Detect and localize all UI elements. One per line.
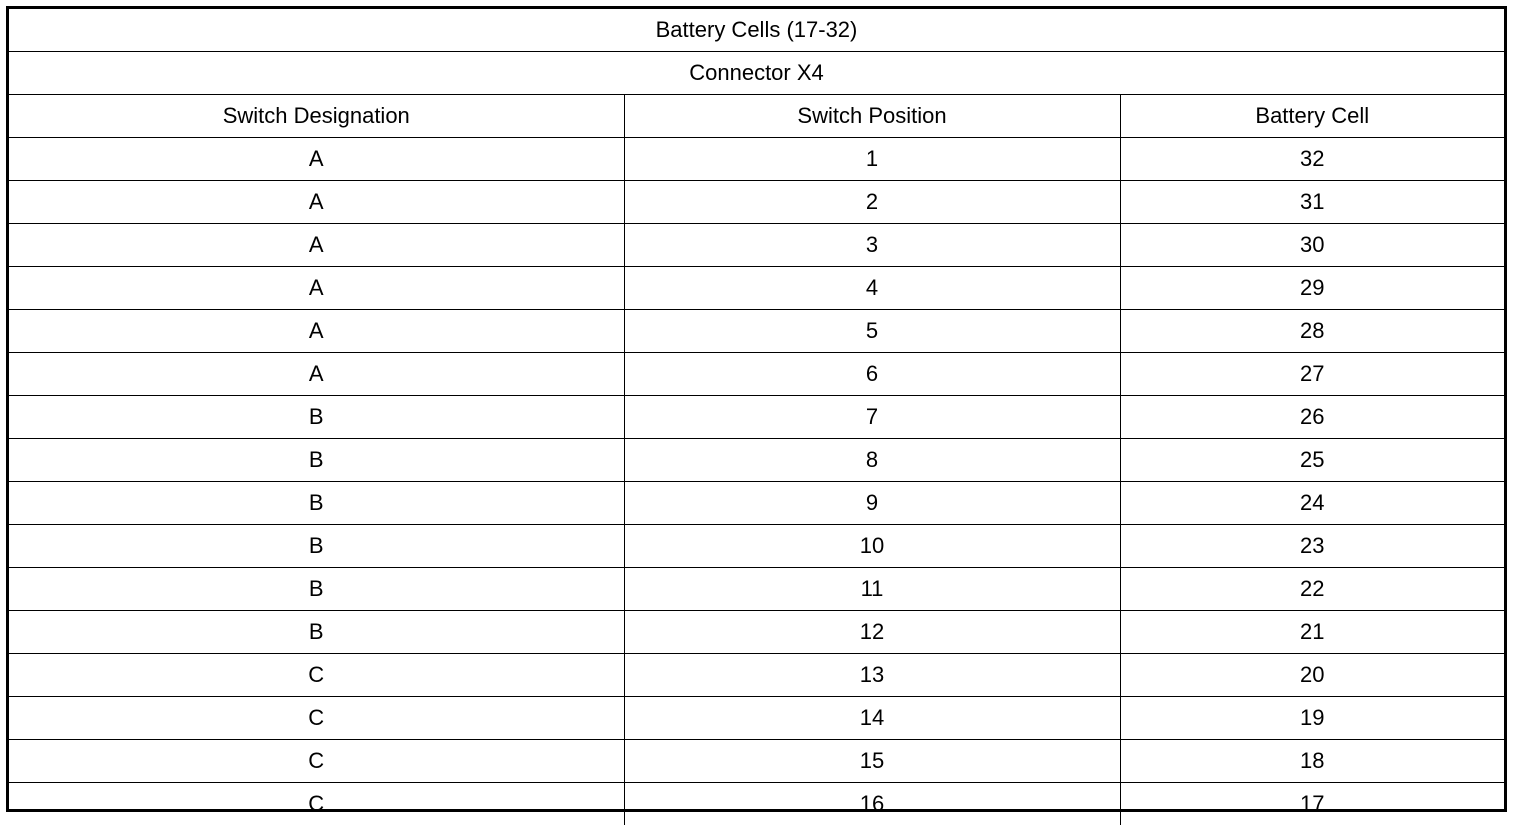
cell-switch-designation: C xyxy=(9,654,624,697)
cell-battery-cell: 18 xyxy=(1120,740,1504,783)
cell-switch-position: 6 xyxy=(624,353,1120,396)
cell-switch-position: 10 xyxy=(624,525,1120,568)
table-row xyxy=(9,525,1504,568)
cell-battery-cell: 29 xyxy=(1120,267,1504,310)
cell-switch-designation: A xyxy=(9,181,624,224)
cell-switch-position: 3 xyxy=(624,224,1120,267)
cell-switch-designation: C xyxy=(9,697,624,740)
table-row xyxy=(9,267,1504,310)
cell-switch-position: 14 xyxy=(624,697,1120,740)
table-row xyxy=(9,697,1504,740)
cell-battery-cell: 31 xyxy=(1120,181,1504,224)
cell-switch-designation: A xyxy=(9,267,624,310)
cell-switch-designation: B xyxy=(9,439,624,482)
cell-switch-designation: B xyxy=(9,482,624,525)
cell-battery-cell: 28 xyxy=(1120,310,1504,353)
table-title: Battery Cells (17-32) xyxy=(9,9,1504,52)
cell-switch-designation: B xyxy=(9,525,624,568)
cell-switch-designation: C xyxy=(9,783,624,825)
cell-battery-cell: 22 xyxy=(1120,568,1504,611)
column-header-switch-position: Switch Position xyxy=(624,95,1120,138)
cell-battery-cell: 26 xyxy=(1120,396,1504,439)
table-row xyxy=(9,138,1504,181)
table-row xyxy=(9,611,1504,654)
subtitle-row xyxy=(9,52,1504,95)
cell-battery-cell: 27 xyxy=(1120,353,1504,396)
cell-switch-position: 16 xyxy=(624,783,1120,825)
cell-switch-position: 5 xyxy=(624,310,1120,353)
cell-switch-designation: B xyxy=(9,396,624,439)
data-table xyxy=(9,9,1504,825)
cell-battery-cell: 32 xyxy=(1120,138,1504,181)
table-subtitle: Connector X4 xyxy=(9,52,1504,95)
table-body xyxy=(9,9,1504,825)
cell-battery-cell: 21 xyxy=(1120,611,1504,654)
header-row xyxy=(9,95,1504,138)
table-row xyxy=(9,353,1504,396)
cell-switch-position: 4 xyxy=(624,267,1120,310)
table-row xyxy=(9,740,1504,783)
cell-switch-position: 13 xyxy=(624,654,1120,697)
cell-switch-designation: A xyxy=(9,138,624,181)
table-row xyxy=(9,783,1504,825)
table-row xyxy=(9,224,1504,267)
cell-switch-designation: A xyxy=(9,310,624,353)
title-row xyxy=(9,9,1504,52)
cell-battery-cell: 20 xyxy=(1120,654,1504,697)
cell-battery-cell: 30 xyxy=(1120,224,1504,267)
cell-battery-cell: 25 xyxy=(1120,439,1504,482)
table-row xyxy=(9,396,1504,439)
column-header-switch-designation: Switch Designation xyxy=(9,95,624,138)
cell-switch-position: 1 xyxy=(624,138,1120,181)
cell-switch-position: 8 xyxy=(624,439,1120,482)
table-row xyxy=(9,568,1504,611)
column-header-battery-cell: Battery Cell xyxy=(1120,95,1504,138)
table-row xyxy=(9,439,1504,482)
cell-switch-designation: A xyxy=(9,353,624,396)
cell-battery-cell: 17 xyxy=(1120,783,1504,825)
cell-switch-designation: B xyxy=(9,611,624,654)
cell-switch-position: 9 xyxy=(624,482,1120,525)
cell-switch-position: 2 xyxy=(624,181,1120,224)
cell-battery-cell: 24 xyxy=(1120,482,1504,525)
cell-switch-designation: B xyxy=(9,568,624,611)
cell-battery-cell: 19 xyxy=(1120,697,1504,740)
cell-switch-designation: A xyxy=(9,224,624,267)
cell-switch-position: 12 xyxy=(624,611,1120,654)
cell-switch-position: 11 xyxy=(624,568,1120,611)
cell-switch-position: 7 xyxy=(624,396,1120,439)
cell-battery-cell: 23 xyxy=(1120,525,1504,568)
table-row xyxy=(9,482,1504,525)
battery-cells-table xyxy=(6,6,1507,812)
table-row xyxy=(9,654,1504,697)
table-row xyxy=(9,310,1504,353)
cell-switch-position: 15 xyxy=(624,740,1120,783)
table-row xyxy=(9,181,1504,224)
cell-switch-designation: C xyxy=(9,740,624,783)
